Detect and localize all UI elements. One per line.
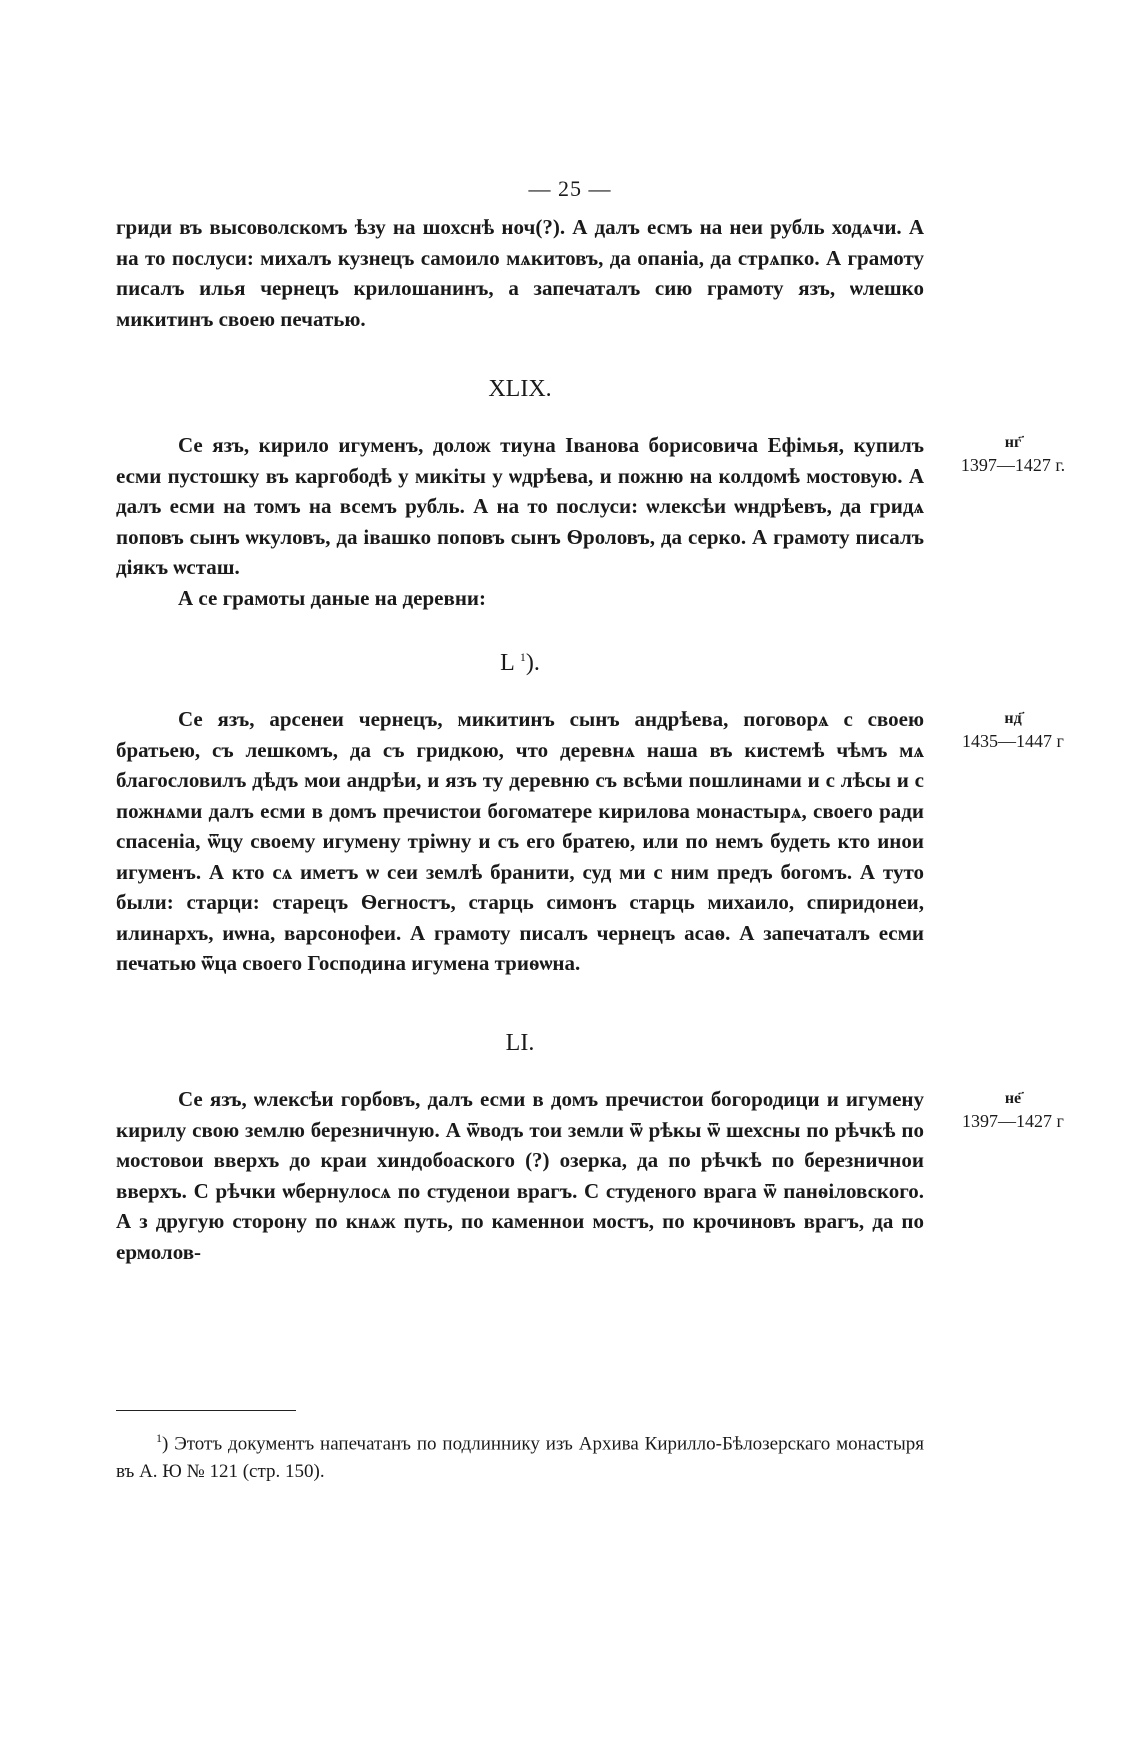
heading-suffix: ). (525, 650, 540, 676)
page-number: — 25 — (528, 176, 612, 201)
margin-number: не҃ (1004, 1090, 1022, 1107)
margin-date: 1397—1427 г (962, 1111, 1064, 1131)
section-body-li (116, 1084, 924, 1267)
paragraph: Се язъ, арсенеи чернецъ, микитинъ сынъ андрѣева, поговорѧ с своею братьею, съ лешкомъ, да съ гридкою, что деревнѧ наша въ кистемѣ чѣмъ мѧ благословилъ дѣдъ мои андрѣи, и язъ ту деревню съ всѣми пошлинами и с лѣсы и с пожнѧми далъ есми в домъ пречистои богоматере кирилова монастырѧ, своего ради спасенiа, ѿцу своему игумену трiѡну и съ его братею, или по немъ будеть кто инои игуменъ. А кто сѧ иметъ ѡ сеи землѣ бранити, суд ми с ним предъ богомъ. А туто были: старци: старецъ Ѳегностъ, старць симонъ старць михаило, спиридонеи, илинархъ, иѡна, варсонофеи. А грамоту писалъ чернецъ асаѳ. А запечаталъ есми печатью ѿца своего Господина игумена триѳѡна. (116, 707, 924, 975)
margin-note-l (948, 708, 1078, 752)
margin-note-xlix (948, 432, 1078, 476)
margin-number: нг҃ (1004, 434, 1022, 451)
paragraph: Се язъ, ѡлексѣи горбовъ, далъ есми в домъ пречистои богородици и игумену кирилу свою землю березничную. А ѿводъ тои земли ѿ рѣкы ѿ шехсны по рѣчкѣ по мостовои вверхъ до краи хиндобоаского (?) озерка, да по рѣчкѣ по березничнои вверхъ. С рѣчки ѡбернулосѧ по студенои врагъ. С студеного врага ѿ панѳiловского. А з другую сторону по кнѧж путь, по каменнои мостъ, по крочиновъ врагъ, да по ермолов- (116, 1087, 924, 1264)
intro-paragraph: гриди въ высоволскомъ ѣзу на шохснѣ ноч(?). А далъ есмъ на неи рубль ходѧчи. А на то послуси: михалъ кузнецъ самоило мѧкитовъ, да опанiа, да стрѧпко. А грамоту писалъ илья чернецъ крилошанинъ, а запечаталъ сию грамоту язъ, ѡлешко микитинъ своею печатью. (116, 215, 924, 331)
section-heading-xlix: XLIX. (488, 376, 552, 402)
section-heading-l (116, 650, 924, 677)
footnote-text: ) Этотъ документъ напечатанъ по подлиннику изъ Архива Кирилло-Бѣлозерскаго монастыря въ А. Ю № 121 (стр. 150). (116, 1433, 924, 1483)
margin-number: нд҃ (1004, 710, 1022, 727)
footnote (116, 1424, 924, 1486)
paragraph: А се грамоты даные на деревни: (178, 585, 487, 610)
section-body-l (116, 704, 924, 979)
paragraph: Се язъ, кирило игуменъ, долож тиуна Iванова борисовича Ефiмья, купилъ есми пустошку въ каргободѣ у микiты у ѡдрѣева, и пожню на колдомѣ мостовую. А далъ есми на томъ на всемъ рубль. А на то послуси: ѡлексѣи ѡндрѣевъ, да гридѧ поповъ сынъ ѡкуловъ, да iвашко поповъ сынъ Ѳроловъ, да серко. А грамоту писалъ дiякъ ѡсташ. (116, 433, 924, 579)
margin-date: 1435—1447 г (962, 731, 1064, 751)
footnote-divider (116, 1410, 296, 1411)
section-body-xlix (116, 430, 924, 613)
margin-date: 1397—1427 г. (960, 455, 1066, 475)
footnote-ref: 1 (519, 650, 526, 664)
heading-text: L (500, 650, 514, 676)
margin-note-li (948, 1088, 1078, 1132)
section-heading-li: LI. (505, 1030, 535, 1056)
intro-text-block (116, 212, 924, 334)
footnote-marker: 1 (156, 1431, 162, 1445)
